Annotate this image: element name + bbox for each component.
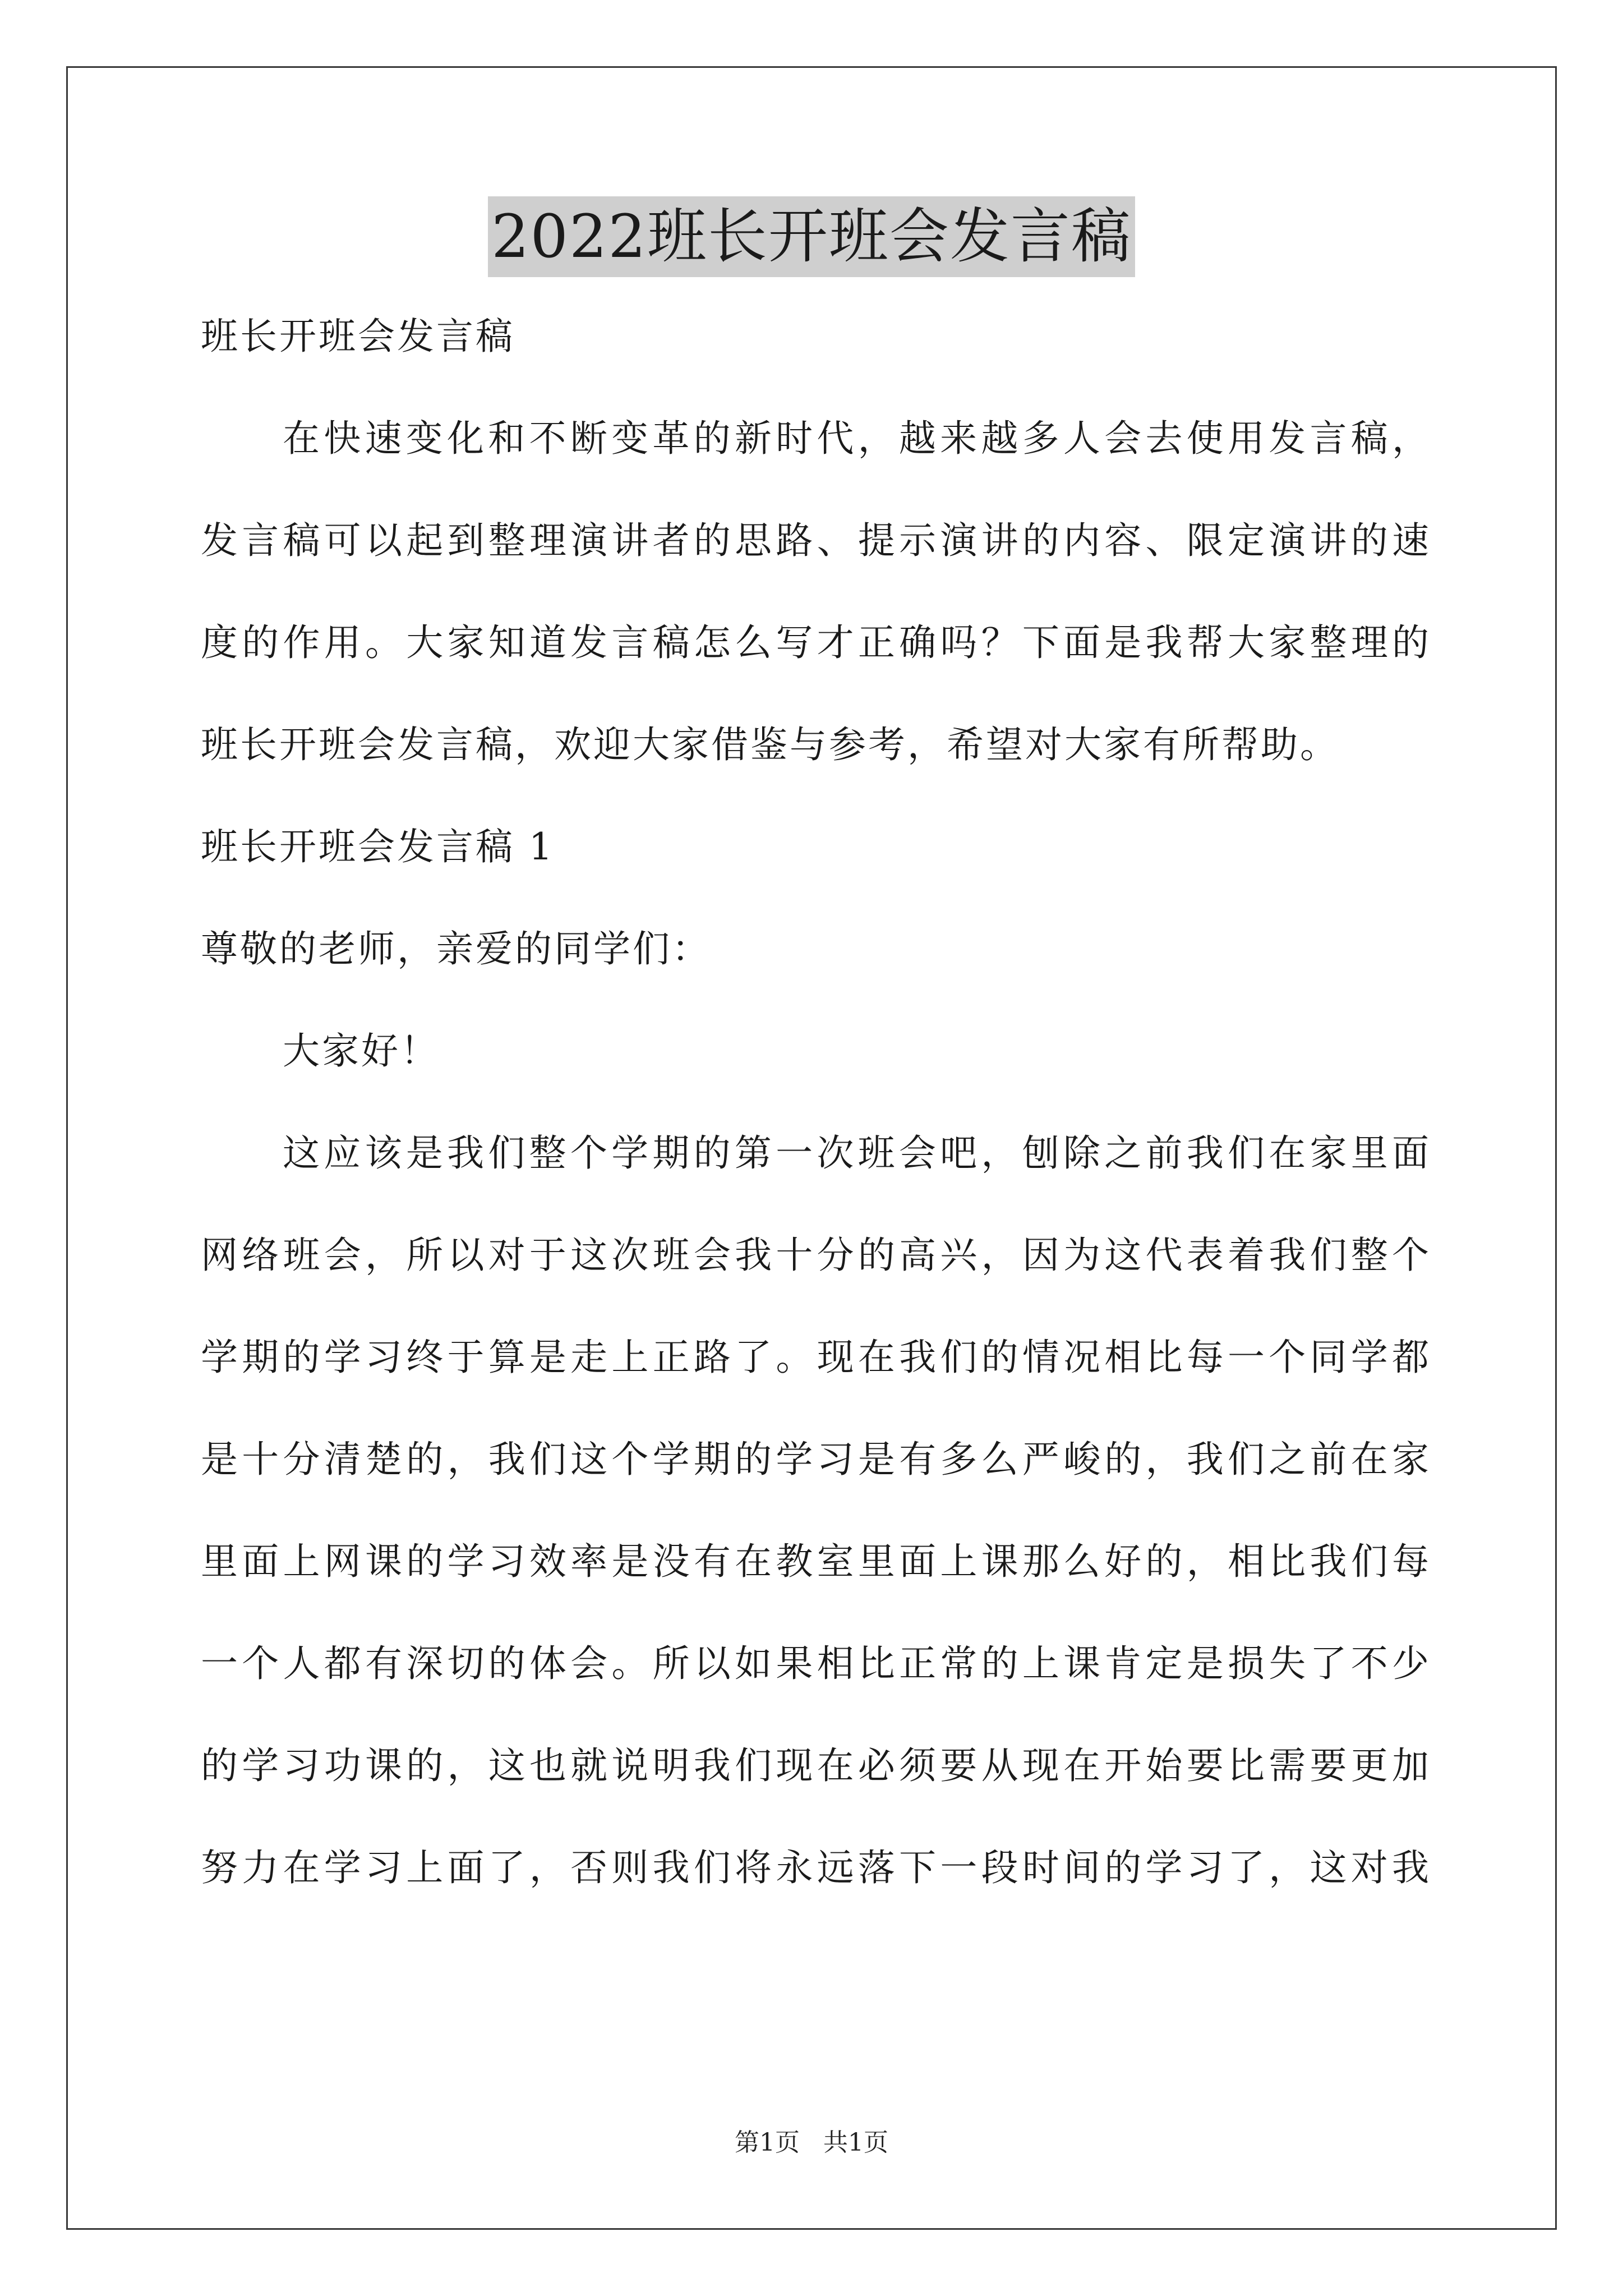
document-title: 2022班长开班会发言稿 xyxy=(488,196,1135,277)
body-line: 班长开班会发言稿 xyxy=(201,315,515,358)
body-line: 这应该是我们整个学期的第一次班会吧，刨除之前我们在家里面 xyxy=(283,1131,1429,1175)
body-line: 网络班会，所以对于这次班会我十分的高兴，因为这代表着我们整个 xyxy=(201,1234,1429,1277)
body-line: 班长开班会发言稿 1 xyxy=(201,825,555,868)
body-line: 的学习功课的，这也就说明我们现在必须要从现在开始要比需要更加 xyxy=(201,1744,1429,1787)
body-line: 是十分清楚的，我们这个学期的学习是有多么严峻的，我们之前在家 xyxy=(201,1438,1429,1481)
body-line: 在快速变化和不断变革的新时代，越来越多人会去使用发言稿， xyxy=(283,417,1429,460)
body-line: 发言稿可以起到整理演讲者的思路、提示演讲的内容、限定演讲的速 xyxy=(201,519,1429,562)
body-line: 努力在学习上面了，否则我们将永远落下一段时间的学习了，这对我 xyxy=(201,1846,1429,1889)
page-footer: 第1页 共1页 xyxy=(735,2128,888,2157)
document-body xyxy=(201,314,1429,1948)
body-line: 大家好！ xyxy=(283,1029,440,1073)
body-line: 里面上网课的学习效率是没有在教室里面上课那么好的，相比我们每 xyxy=(201,1540,1429,1583)
body-line: 班长开班会发言稿，欢迎大家借鉴与参考，希望对大家有所帮助。 xyxy=(201,723,1339,766)
title-container xyxy=(0,196,1623,277)
body-line: 学期的学习终于算是走上正路了。现在我们的情况相比每一个同学都 xyxy=(201,1336,1429,1379)
body-line: 度的作用。大家知道发言稿怎么写才正确吗？下面是我帮大家整理的 xyxy=(201,621,1429,664)
body-line: 一个人都有深切的体会。所以如果相比正常的上课肯定是损失了不少 xyxy=(201,1642,1429,1685)
body-line: 尊敬的老师，亲爱的同学们： xyxy=(201,927,711,970)
